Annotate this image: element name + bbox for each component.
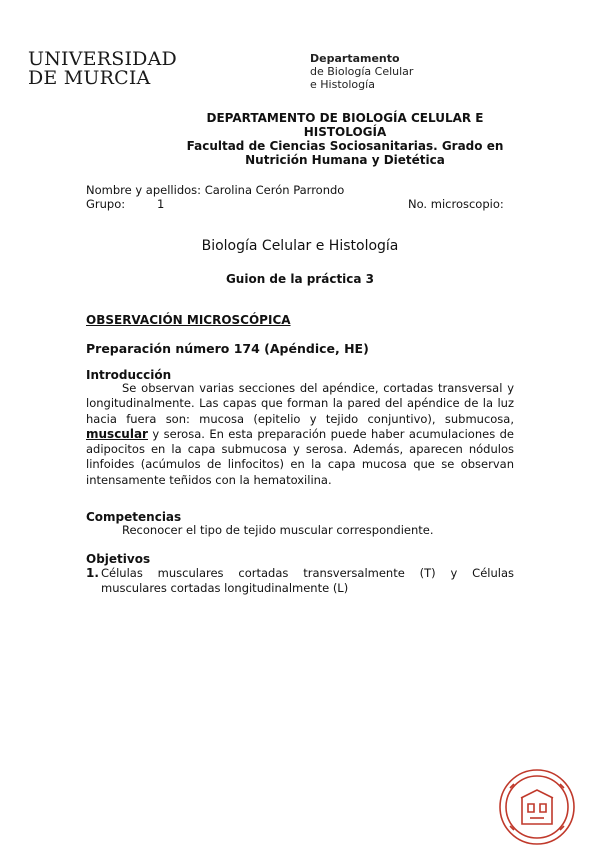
intro-heading: Introducción [86,368,172,382]
objectives-heading: Objetivos [86,552,151,566]
competencies-paragraph [86,523,514,538]
department-logo-line2: de Biología Celular [310,65,414,78]
course-title: Biología Celular e Histología [201,238,399,254]
heading-line1: DEPARTAMENTO DE BIOLOGÍA CELULAR E [206,111,484,125]
intro-text-before: Se observan varias secciones del apéndice, cortadas transversal y longitudinalmente. Las capas que forman la pared del apéndice de la luz hacia fuera son: mucosa (epitelio y tejido conjuntivo), submucosa, [86,381,514,426]
group-label: Grupo: [86,197,126,211]
department-logo [310,52,413,91]
intro-paragraph [86,381,514,488]
heading-line3: Facultad de Ciencias Sociosanitarias. Grado en [186,139,504,153]
heading-line2: HISTOLOGÍA [303,125,387,139]
intro-emphasis: muscular [86,426,148,441]
university-seal-icon [498,768,576,850]
competencies-heading: Competencias [86,510,182,524]
university-logo [28,50,177,88]
heading-line4: Nutrición Humana y Dietética [245,153,445,167]
competencies-text: Reconocer el tipo de tejido muscular correspondiente. [122,523,434,537]
student-name-row [86,183,344,197]
objective-number: 1. [86,566,99,580]
department-logo-line3: e Histología [310,78,375,91]
section-title: OBSERVACIÓN MICROSCÓPICA [86,313,291,327]
department-logo-line1: Departamento [310,52,400,65]
document-heading [180,111,510,167]
intro-text-after: y serosa. En esta preparación puede haber acumulaciones de adipocitos en la capa submucosa y serosa. Además, aparecen nódulos linfoides (acúmulos de linfocitos) en la capa mucosa que se observan intensamente teñidos con la hematoxilina. [86,426,514,487]
student-name-label: Nombre y apellidos: [86,183,202,197]
university-logo-line1: UNIVERSIDAD [28,48,177,70]
practice-title: Guion de la práctica 3 [225,272,375,286]
group-value: 1 [157,197,165,211]
microscope-label: No. microscopio: [408,197,504,211]
student-name-value: Carolina Cerón Parrondo [204,183,345,197]
university-logo-line2: DE MURCIA [28,67,151,89]
preparation-title: Preparación número 174 (Apéndice, HE) [86,341,369,356]
objective-text: Células musculares cortadas transversalmente (T) y Células musculares cortadas longitudinalmente (L) [101,566,514,596]
